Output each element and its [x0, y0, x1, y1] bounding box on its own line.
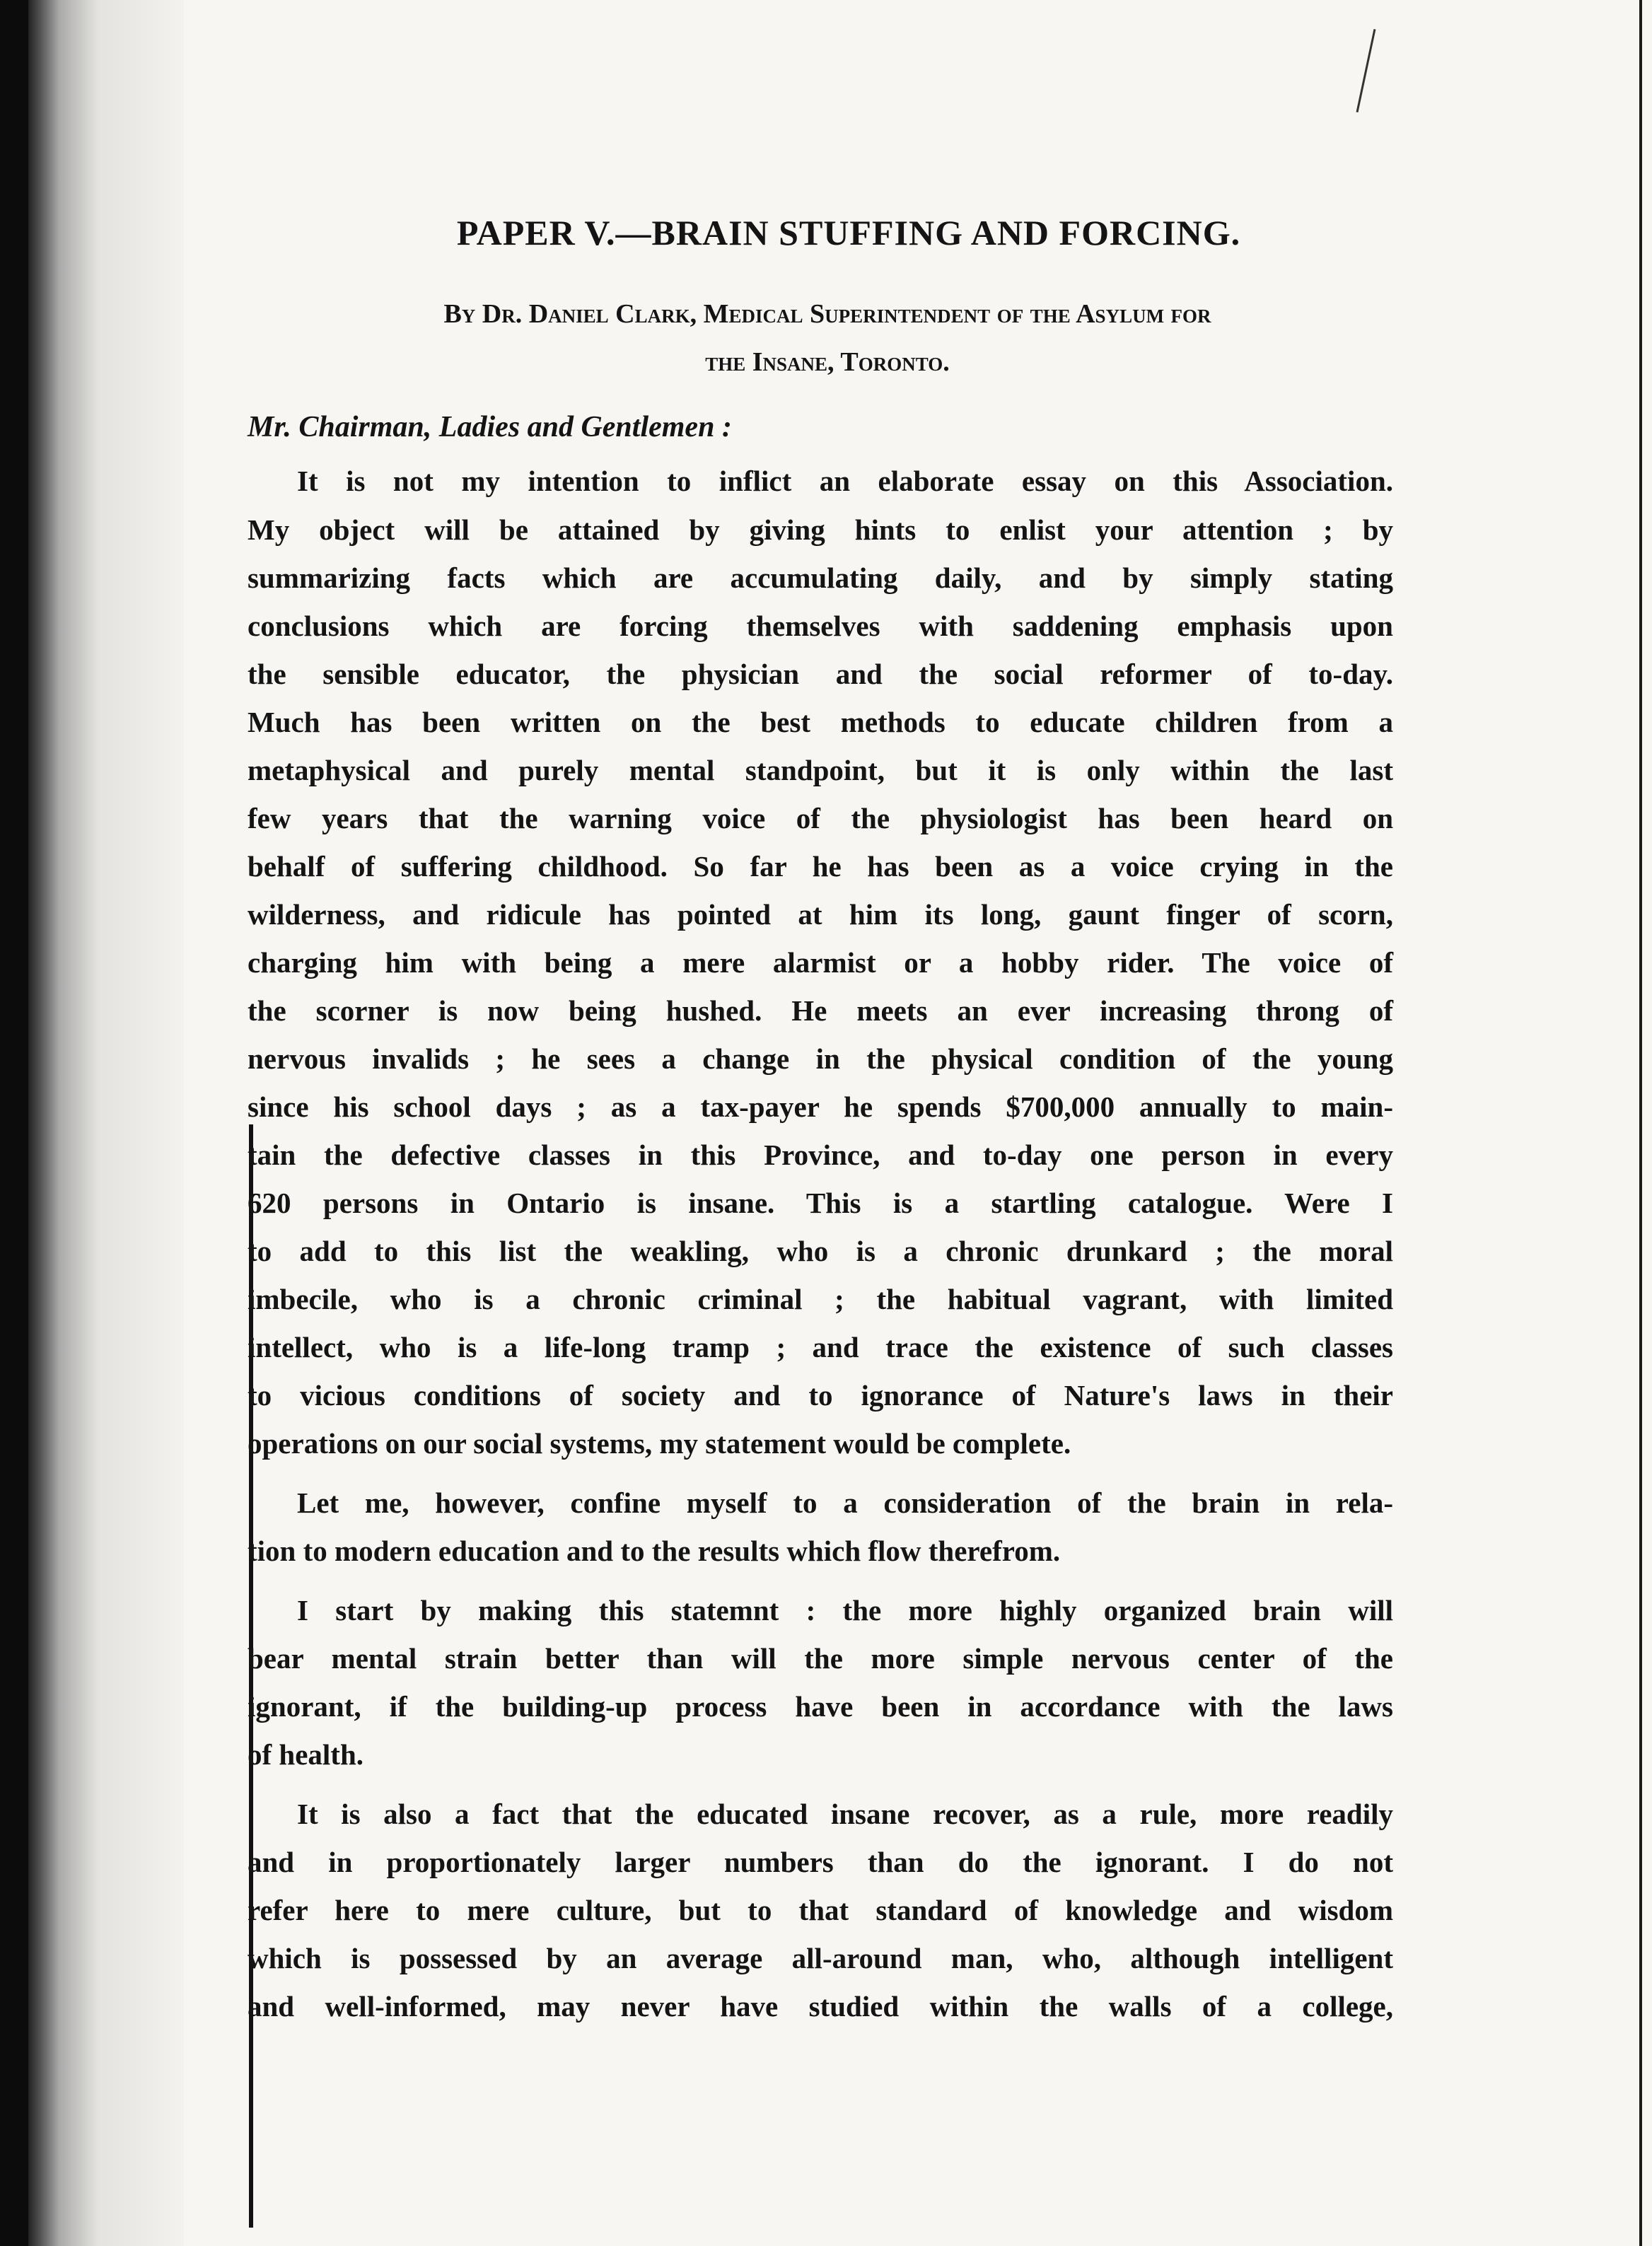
body-line: wilderness, and ridicule has pointed at him its long, gaunt finger of scorn,	[248, 898, 1393, 931]
binding-shadow	[0, 0, 28, 2246]
byline-line-2: the Insane, Toronto.	[705, 347, 950, 377]
body-line: It is not my intention to inflict an elaborate essay on this Association.	[297, 465, 1393, 497]
body-line: bear mental strain better than will the more simple nervous center of the	[248, 1642, 1393, 1675]
body-line: 620 persons in Ontario is insane. This is a startling catalogue. Were I	[248, 1187, 1393, 1219]
body-line: summarizing facts which are accumulating daily, and by simply stating	[248, 562, 1393, 594]
body-line: Let me, however, confine myself to a consideration of the brain in rela-	[297, 1486, 1393, 1519]
body-line: My object will be attained by giving hints to enlist your attention ; by	[248, 513, 1393, 546]
body-line: conclusions which are forcing themselves with saddening emphasis upon	[248, 610, 1393, 642]
body-line: the scorner is now being hushed. He meets an ever increasing throng of	[248, 994, 1393, 1027]
fold-mark	[1356, 29, 1376, 112]
body-line: ignorant, if the building-up process have been in accordance with the laws	[248, 1690, 1393, 1723]
body-line: and in proportionately larger numbers than do the ignorant. I do not	[248, 1846, 1393, 1878]
body-line: nervous invalids ; he sees a change in the physical condition of the young	[248, 1042, 1393, 1075]
body-line: which is possessed by an average all-around man, who, although intelligent	[248, 1942, 1393, 1974]
body-line: tion to modern education and to the results which flow therefrom.	[248, 1535, 1061, 1567]
author-byline	[248, 290, 1407, 386]
salutation: Mr. Chairman, Ladies and Gentlemen :	[248, 411, 732, 443]
body-line: refer here to mere culture, but to that standard of knowledge and wisdom	[248, 1894, 1393, 1926]
body-line: of health.	[248, 1738, 363, 1771]
body-line: intellect, who is a life-long tramp ; and trace the existence of such classes	[248, 1331, 1393, 1363]
body-line: charging him with being a mere alarmist or a hobby rider. The voice of	[248, 946, 1393, 979]
body-line: I start by making this statemnt : the more highly organized brain will	[297, 1594, 1393, 1627]
page-edge-gradient	[28, 0, 184, 2246]
body-line: It is also a fact that the educated insane recover, as a rule, more readily	[297, 1798, 1393, 1830]
body-line: and well-informed, may never have studied within the walls of a college,	[248, 1990, 1393, 2023]
body-line: tain the defective classes in this Province, and to-day one person in every	[248, 1139, 1393, 1171]
byline-line-1: By Dr. Daniel Clark, Medical Superintendent of the Asylum for	[443, 299, 1211, 329]
body-line: behalf of suffering childhood. So far he has been as a voice crying in the	[248, 850, 1393, 883]
body-line: few years that the warning voice of the physiologist has been heard on	[248, 802, 1393, 834]
body-line: operations on our social systems, my statement would be complete.	[248, 1427, 1071, 1460]
scan-border-line	[1639, 0, 1642, 2246]
body-line: imbecile, who is a chronic criminal ; the habitual vagrant, with limited	[248, 1283, 1393, 1315]
body-line: metaphysical and purely mental standpoint, but it is only within the last	[248, 754, 1393, 786]
body-line: since his school days ; as a tax-payer he spends $700,000 annually to main-	[248, 1090, 1393, 1123]
paper-title: PAPER V.—BRAIN STUFFING AND FORCING.	[456, 213, 1241, 252]
body-line: the sensible educator, the physician and the social reformer of to-day.	[248, 658, 1393, 690]
body-line: to add to this list the weakling, who is a chronic drunkard ; the moral	[248, 1235, 1393, 1267]
body-line: to vicious conditions of society and to ignorance of Nature's laws in their	[248, 1379, 1393, 1412]
body-line: Much has been written on the best methods to educate children from a	[248, 706, 1393, 738]
